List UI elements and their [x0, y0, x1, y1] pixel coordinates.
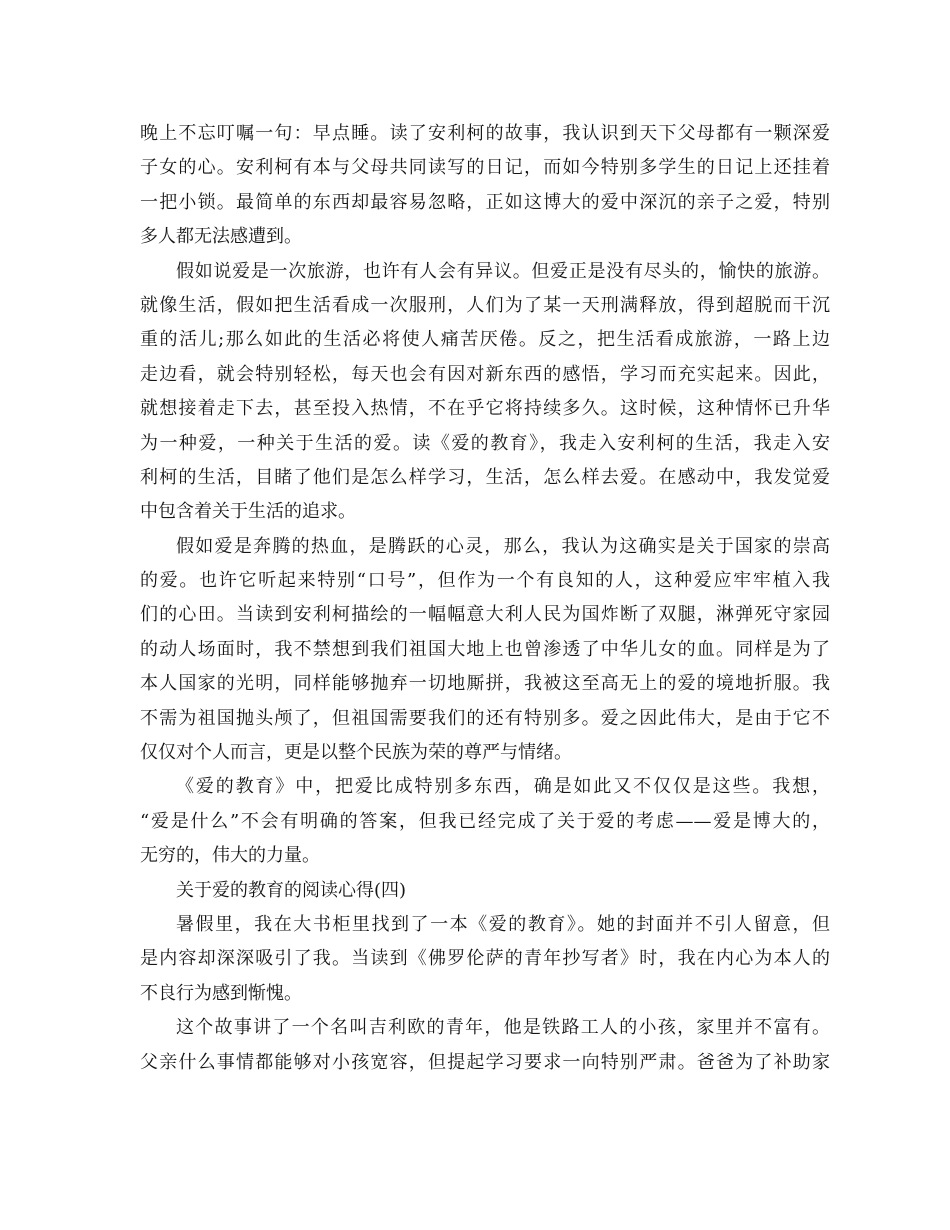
text-line: 子女的心。安利柯有本与父母共同读写的日记，而如今特别多学生的日记上还挂着 [140, 157, 830, 179]
text-line: 走边看，就会特别轻松，每天也会有因对新东西的感悟，学习而充实起来。因此， [140, 363, 830, 385]
text-line: 本人国家的光明，同样能够抛弃一切地厮拼，我被这至高无上的爱的境地折服。我 [140, 673, 830, 695]
text-line: 为一种爱，一种关于生活的爱。读《爱的教育》，我走入安利柯的生活，我走入安 [140, 432, 830, 454]
text-line: 无穷的，伟大的力量。 [140, 845, 320, 867]
text-line: 们的心田。当读到安利柯描绘的一幅幅意大利人民为国炸断了双腿，淋弹死守家园 [140, 604, 830, 626]
text-line: 中包含着关于生活的追求。 [140, 501, 356, 523]
text-line: 关于爱的教育的阅读心得(四) [176, 879, 407, 901]
text-line: “爱是什么”不会有明确的答案，但我已经完成了关于爱的考虑——爱是博大的， [140, 810, 830, 832]
text-line: 的爱。也许它听起来特别“口号”，但作为一个有良知的人，这种爱应牢牢植入我 [140, 570, 830, 592]
text-line: 不良行为感到惭愧。 [140, 982, 302, 1004]
text-line: 假如说爱是一次旅游，也许有人会有异议。但爱正是没有尽头的，愉快的旅游。 [176, 260, 830, 282]
text-line: 假如爱是奔腾的热血，是腾跃的心灵，那么，我认为这确实是关于国家的崇高 [176, 535, 830, 557]
text-line: 这个故事讲了一个名叫吉利欧的青年，他是铁路工人的小孩，家里并不富有。 [176, 1017, 830, 1039]
text-line: 《爱的教育》中，把爱比成特别多东西，确是如此又不仅仅是这些。我想， [176, 776, 830, 798]
text-line: 不需为祖国抛头颅了，但祖国需要我们的还有特别多。爱之因此伟大，是由于它不 [140, 707, 830, 729]
text-line: 一把小锁。最简单的东西却最容易忽略，正如这博大的爱中深沉的亲子之爱，特别 [140, 191, 830, 213]
text-line: 就像生活，假如把生活看成一次服刑，人们为了某一天刑满释放，得到超脱而干沉 [140, 294, 830, 316]
text-line: 晚上不忘叮嘱一句：早点睡。读了安利柯的故事，我认识到天下父母都有一颗深爱 [140, 123, 830, 144]
body-text [140, 117, 830, 1080]
text-line: 是内容却深深吸引了我。当读到《佛罗伦萨的青年抄写者》时，我在内心为本人的 [140, 948, 830, 970]
text-line: 利柯的生活，目睹了他们是怎么样学习，生活，怎么样去爱。在感动中，我发觉爱 [140, 466, 830, 488]
text-line: 多人都无法感遭到。 [140, 226, 302, 248]
text-line: 重的活儿;那么如此的生活必将使人痛苦厌倦。反之，把生活看成旅游，一路上边 [140, 329, 830, 351]
text-line: 的动人场面时，我不禁想到我们祖国大地上也曾渗透了中华儿女的血。同样是为了 [140, 638, 830, 660]
text-line: 父亲什么事情都能够对小孩宽容，但提起学习要求一向特别严肃。爸爸为了补助家 [140, 1051, 830, 1073]
text-line: 暑假里，我在大书柜里找到了一本《爱的教育》。她的封面并不引人留意，但 [176, 913, 830, 935]
text-line: 仅仅对个人而言，更是以整个民族为荣的尊严与情绪。 [140, 742, 572, 764]
text-line: 就想接着走下去，甚至投入热情，不在乎它将持续多久。这时候，这种情怀已升华 [140, 398, 830, 420]
